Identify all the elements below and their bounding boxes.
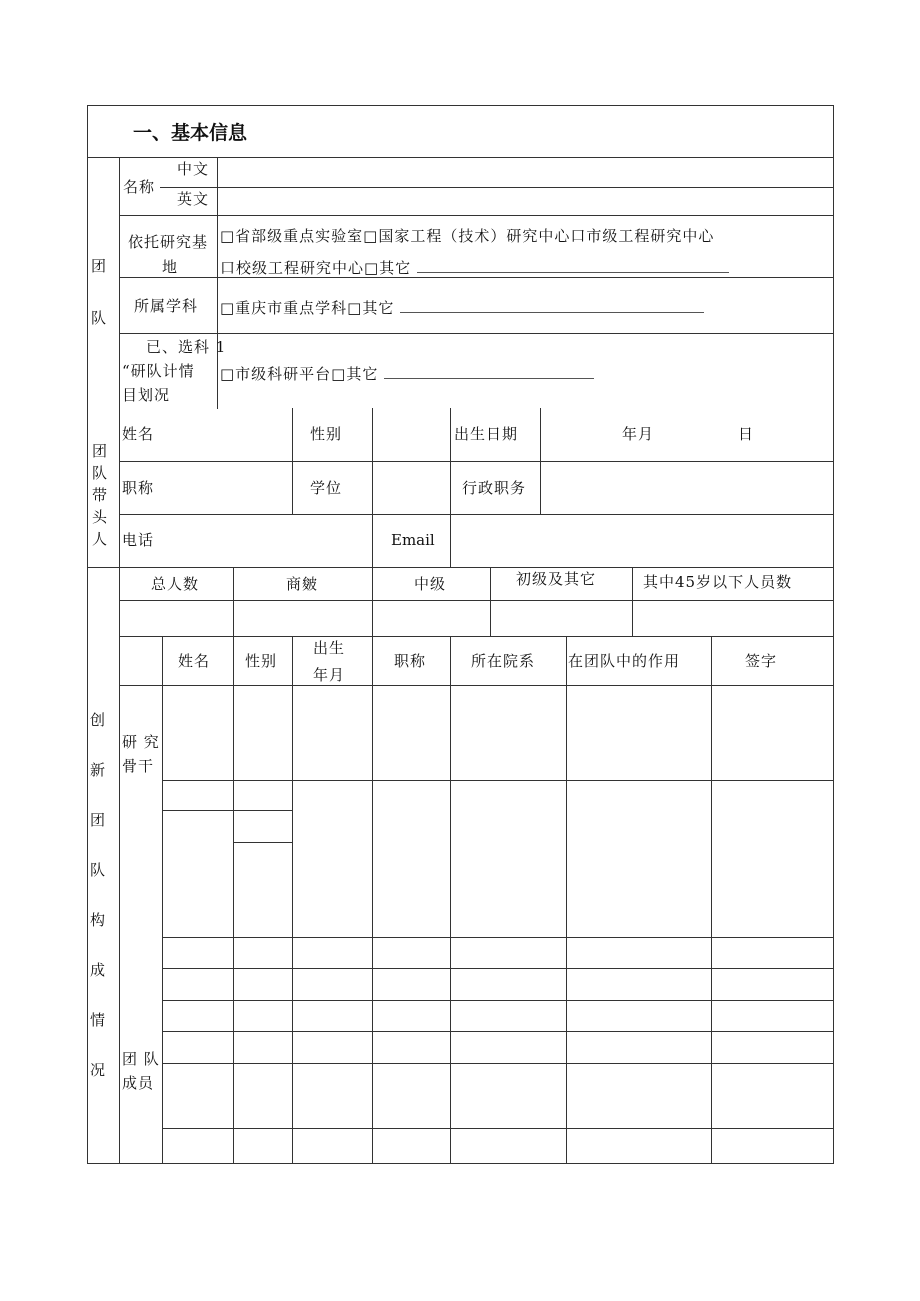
stats-header-mid: 中级 (414, 575, 447, 593)
grid-line-v (833, 105, 834, 1164)
base-label: 依托研究基 (128, 233, 209, 251)
grid-line-v (292, 636, 293, 1164)
grid-line-h (119, 636, 834, 637)
member-header-yearmonth: 年月 (313, 666, 346, 684)
team-side-label: 团队 (91, 257, 108, 327)
grid-line-v (450, 636, 451, 1164)
grid-line-v (540, 408, 541, 515)
grid-line-h (119, 333, 834, 334)
grid-line-v (711, 636, 712, 1164)
base-options[interactable]: □省部级重点实验室□国家工程（技术）研究中心口市级工程研究中心 (220, 227, 715, 245)
plan-options[interactable] (220, 364, 594, 382)
grid-line-v (87, 105, 88, 1164)
member-header-birth: 出生 (313, 639, 346, 657)
base-other-input[interactable] (417, 258, 729, 273)
leader-phone-label: 电话 (122, 531, 155, 549)
member-header-sign: 签字 (745, 652, 778, 670)
grid-line-v (372, 408, 373, 568)
base-label-2: 地 (162, 258, 179, 276)
grid-line-h (119, 685, 834, 686)
composition-side-label: 创新团队构成情况 (90, 711, 107, 1079)
member-header-role: 在团队中的作用 (568, 652, 681, 670)
member-header-title: 职称 (394, 652, 427, 670)
grid-line-h (162, 937, 834, 938)
leader-admin-label: 行政职务 (462, 479, 527, 497)
grid-line-h (87, 157, 834, 158)
grid-line-v (233, 567, 234, 637)
discipline-other-input[interactable] (400, 298, 704, 313)
grid-line-v (372, 636, 373, 1164)
grid-line-h (87, 1163, 834, 1164)
stats-header-under45: 其中45岁以下人员数 (643, 573, 793, 591)
discipline-label: 所属学科 (134, 297, 199, 315)
plan-options-text: □市级科研平台□其它 (220, 365, 379, 383)
leader-degree-label: 学位 (310, 479, 343, 497)
leader-side-label: 团队带头人 (92, 442, 109, 548)
plan-label-3: 目划况 (122, 386, 171, 404)
grid-line-h (119, 277, 834, 278)
discipline-options[interactable] (220, 298, 704, 316)
name-cn-label: 中文 (177, 160, 210, 178)
name-en-input[interactable] (220, 192, 820, 210)
leader-birth-label: 出生日期 (454, 425, 519, 443)
section-title: 一、基本信息 (133, 122, 248, 144)
grid-line-h (162, 1063, 834, 1064)
member-header-dept: 所在院系 (471, 652, 536, 670)
grid-line-v (233, 636, 234, 1164)
grid-line-h (87, 105, 834, 106)
grid-line-v (450, 408, 451, 568)
name-label: 名称 (123, 178, 156, 196)
grid-line-h (87, 567, 834, 568)
stats-header-senior: 商皴 (286, 575, 319, 593)
leader-gender-label: 性别 (310, 425, 343, 443)
leader-name-label: 姓名 (122, 425, 155, 443)
member-header-name: 姓名 (178, 652, 211, 670)
plan-label-1: 已、选科 1 (146, 338, 227, 356)
core-label: 研 究 (122, 733, 160, 751)
member-header-gender: 性别 (245, 652, 278, 670)
grid-line-v (217, 157, 218, 409)
name-cn-input[interactable] (220, 165, 820, 183)
stats-header-total: 总人数 (151, 575, 200, 593)
core-label-2: 骨干 (122, 757, 155, 775)
grid-line-h (162, 1128, 834, 1129)
stats-header-junior: 初级及其它 (516, 570, 597, 588)
grid-line-h (162, 780, 834, 781)
grid-line-v (372, 567, 373, 637)
leader-day: 日 (738, 425, 755, 443)
leader-year-month: 年月 (622, 425, 655, 443)
member-label-2: 成员 (122, 1074, 155, 1092)
grid-line-v (292, 408, 293, 515)
grid-line-h (119, 514, 834, 515)
grid-line-h (119, 215, 834, 216)
grid-line-v (632, 567, 633, 637)
grid-line-h (162, 968, 834, 969)
grid-line-v (566, 636, 567, 1164)
grid-line-h (119, 461, 834, 462)
discipline-options-text: □重庆市重点学科□其它 (220, 299, 395, 317)
grid-line-v (162, 636, 163, 1164)
grid-line-v (490, 567, 491, 637)
grid-line-h (160, 187, 834, 188)
base-options-2-text: 口校级工程研究中心□其它 (220, 259, 412, 277)
plan-other-input[interactable] (384, 364, 594, 379)
leader-email-label: Email (391, 531, 435, 549)
member-label: 团 队 (122, 1050, 160, 1068)
grid-line-v (119, 157, 120, 1164)
name-en-label: 英文 (177, 190, 210, 208)
grid-line-h (162, 1000, 834, 1001)
base-options-2[interactable] (220, 258, 729, 276)
grid-line-h (119, 600, 834, 601)
grid-line-h (233, 842, 293, 843)
plan-label-2: “研队计情 (122, 362, 195, 380)
grid-line-h (162, 810, 293, 811)
grid-line-h (162, 1031, 834, 1032)
leader-title-label: 职称 (122, 479, 155, 497)
